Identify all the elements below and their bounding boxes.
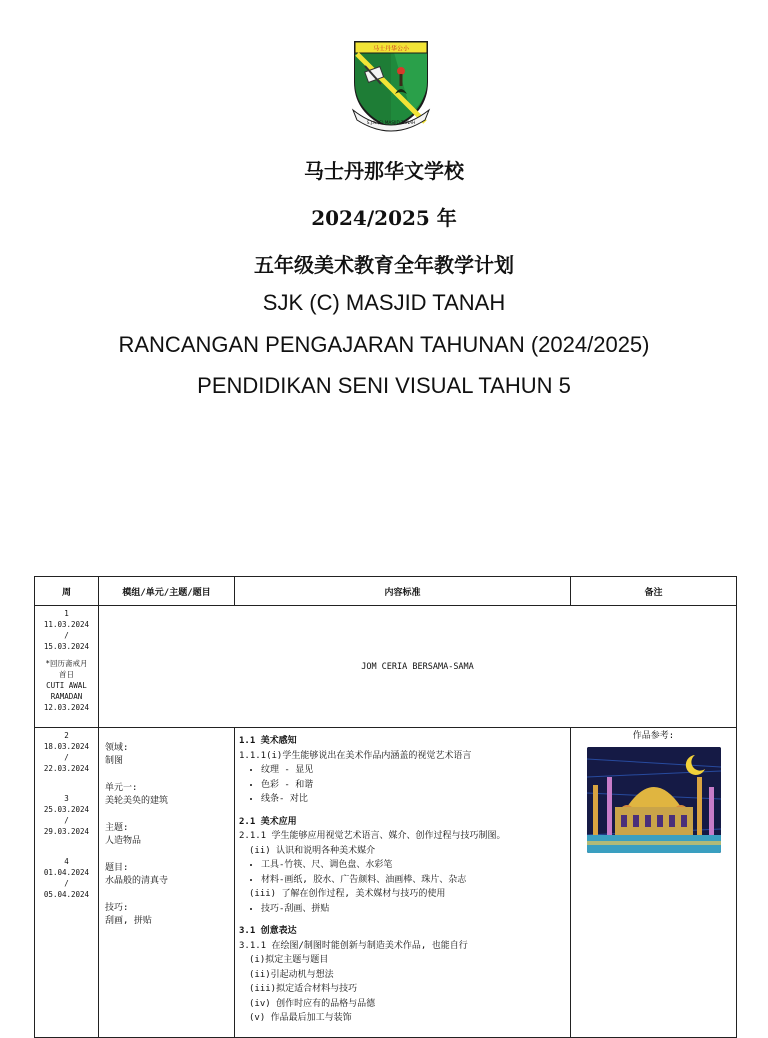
- week-cell: [35, 728, 99, 1038]
- section-title: 2.1 美术应用: [239, 816, 297, 827]
- header-week: 周: [35, 577, 99, 606]
- standard-line: 3.1.1 在绘图/制图时能创新与制造美术作品, 也能自行: [239, 940, 468, 951]
- week-date-end: 22.03.2024: [43, 764, 90, 773]
- sub-item: (iii)拟定适合材料与技巧: [249, 984, 358, 994]
- notes-label: 作品参考:: [632, 731, 675, 741]
- section-title: 1.1 美术感知: [239, 736, 297, 746]
- holiday-date: 12.03.2024: [43, 703, 90, 712]
- week-number: 4: [64, 857, 69, 866]
- standard-line: 1.1.1(i)学生能够说出在美术作品内涵盖的视觉艺术语言: [239, 750, 472, 761]
- theme-label: 主题:: [105, 823, 129, 833]
- date-separator: /: [64, 631, 69, 640]
- mosque-artwork-icon: [587, 747, 721, 853]
- week-number: 3: [64, 794, 69, 803]
- week-number: 1: [64, 609, 69, 618]
- theme-value: 人造物品: [105, 836, 142, 846]
- week-date-end: 15.03.2024: [43, 642, 90, 651]
- skill-label: 技巧:: [105, 903, 129, 913]
- title-subject-english: PENDIDIKAN SENI VISUAL TAHUN 5: [197, 373, 571, 398]
- list-item: • 色彩 - 和谐: [261, 778, 566, 793]
- holiday-note-cn: *回历斋戒月: [45, 659, 88, 668]
- standard-line: 2.1.1 学生能够应用视觉艺术语言、媒介、创作过程与技巧制图。: [239, 831, 506, 841]
- artwork-reference-image: [587, 747, 721, 853]
- week-cell: [35, 606, 99, 728]
- activity-cell: JOM CERIA BERSAMA-SAMA: [99, 606, 737, 728]
- week-date-start: 18.03.2024: [43, 742, 90, 751]
- logo-banner-text: 马士丹华公小: [372, 45, 410, 53]
- sub-item: (ii) 认识和说明各种美术媒介: [249, 845, 376, 856]
- week-number: 2: [64, 731, 69, 740]
- list-item: • 工具-竹筷、尺、调色盘、水彩笔: [261, 858, 566, 873]
- header-notes: 备注: [571, 577, 737, 606]
- list-item: • 纹理 - 显见: [261, 763, 566, 778]
- date-separator: /: [64, 816, 69, 825]
- date-separator: /: [64, 879, 69, 888]
- title-plan-english: RANCANGAN PENGAJARAN TAHUNAN (2024/2025): [118, 332, 650, 357]
- domain-value: 制图: [105, 756, 124, 766]
- week-date-end: 29.03.2024: [43, 827, 90, 836]
- title-school-chinese: 马士丹那华文学校: [304, 159, 464, 183]
- topic-label: 题目:: [105, 863, 129, 873]
- week-date-end: 05.04.2024: [43, 890, 90, 899]
- module-cell: [99, 728, 235, 1038]
- notes-cell: [571, 728, 737, 1038]
- bullet-list: [239, 858, 566, 887]
- header-content: 内容标准: [235, 577, 571, 606]
- unit-label: 单元一:: [105, 783, 138, 793]
- holiday-note-cn-2: 首日: [59, 670, 74, 679]
- unit-value: 美轮美奂的建筑: [105, 796, 169, 806]
- table-row-week-1: [35, 606, 737, 728]
- content-standard-cell: [235, 728, 571, 1038]
- title-year-chinese: 2024/2025 年: [311, 206, 457, 230]
- topic-value: 水晶般的清真寺: [105, 876, 169, 886]
- week-date-start: 01.04.2024: [43, 868, 90, 877]
- skill-value: 刮画, 拼贴: [105, 916, 152, 926]
- domain-label: 领域:: [105, 743, 129, 753]
- sub-item: (iii) 了解在创作过程, 美术媒材与技巧的使用: [249, 889, 446, 899]
- sub-item: (iv) 创作时应有的品格与品德: [249, 998, 376, 1009]
- date-separator: /: [64, 753, 69, 762]
- sub-item: (i)拟定主题与题目: [249, 955, 329, 965]
- bullet-list: [239, 763, 566, 807]
- title-plan-chinese: 五年级美术教育全年教学计划: [254, 253, 514, 277]
- yearly-plan-table: [34, 576, 737, 1038]
- title-school-english: SJK (C) MASJID TANAH: [262, 290, 506, 315]
- header-module: 模组/单元/主题/题目: [99, 577, 235, 606]
- logo-ribbon-text: S.J.K.(C) MASJID TANAH: [366, 120, 416, 125]
- week-date-start: 11.03.2024: [43, 620, 90, 629]
- list-item: • 技巧-刮画、拼贴: [261, 902, 566, 917]
- week-date-start: 25.03.2024: [43, 805, 90, 814]
- bullet-list: [239, 902, 566, 917]
- list-item: • 线条- 对比: [261, 792, 566, 807]
- holiday-note-ms: CUTI AWAL: [46, 681, 87, 690]
- section-title: 3.1 创意表达: [239, 926, 297, 936]
- table-header-row: [35, 577, 737, 606]
- holiday-note-ms-2: RAMADAN: [50, 692, 83, 701]
- sub-item: (ii)引起动机与想法: [249, 969, 334, 980]
- sub-item: (v) 作品最后加工与装饰: [249, 1013, 352, 1023]
- table-row-week-2-4: [35, 728, 737, 1038]
- school-crest-logo: [351, 36, 431, 132]
- list-item: • 材料-画纸, 胶水、广告颜料、油画棒、珠片、杂志: [261, 873, 566, 888]
